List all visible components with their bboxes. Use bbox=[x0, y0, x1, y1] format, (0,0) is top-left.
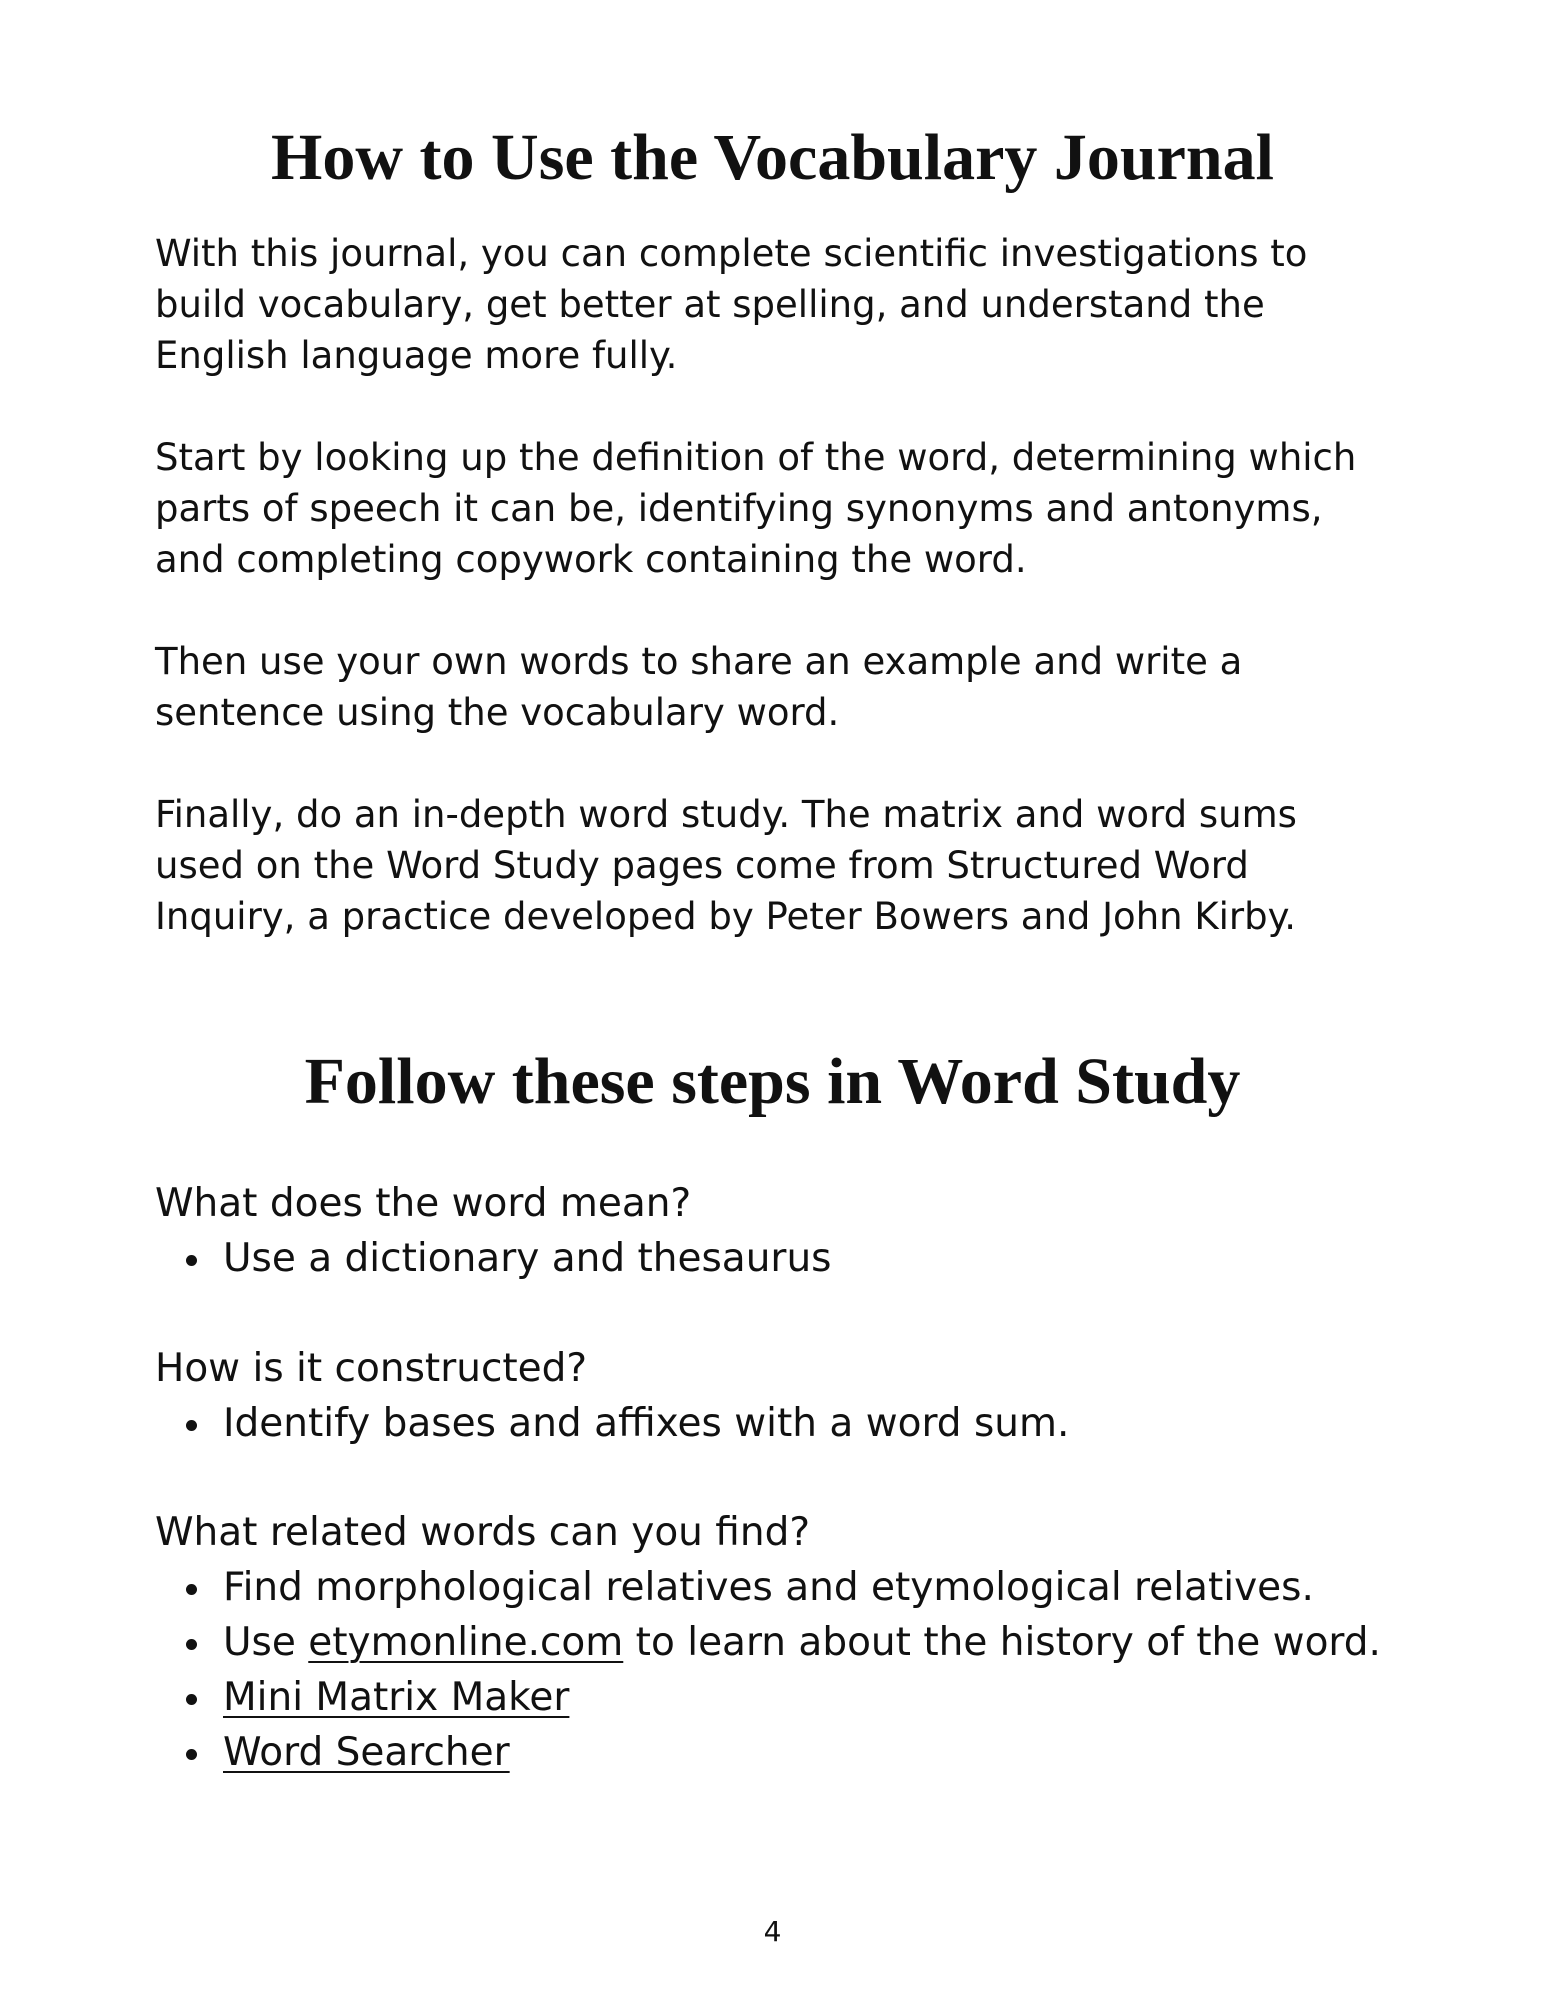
list-item bbox=[155, 1725, 1395, 1780]
section-title: Follow these steps in Word Study bbox=[304, 1045, 1241, 1118]
page-title: How to Use the Vocabulary Journal bbox=[271, 121, 1274, 194]
list-item-text: Use a dictionary and thesaurus bbox=[223, 1236, 832, 1281]
page-number: 4 bbox=[763, 1915, 782, 1948]
intro-paragraph: With this journal, you can complete scientific investigations to build vocabulary, get better at spelling, and understand the English language more fully. bbox=[155, 232, 1308, 377]
step-question: What related words can you find? bbox=[155, 1510, 811, 1555]
intro-paragraph: Then use your own words to share an example and write a sentence using the vocabulary word. bbox=[155, 640, 1243, 734]
step-question: What does the word mean? bbox=[155, 1181, 692, 1226]
mini-matrix-maker-link[interactable]: Mini Matrix Maker bbox=[223, 1675, 570, 1720]
list-item bbox=[155, 1231, 1395, 1286]
list-item-text: Find morphological relatives and etymological relatives. bbox=[223, 1565, 1314, 1610]
list-item-text-after: to learn about the history of the word. bbox=[623, 1620, 1381, 1665]
list-item bbox=[155, 1560, 1395, 1615]
list-item-text-before: Use bbox=[223, 1620, 309, 1665]
etymonline-link[interactable]: etymonline.com bbox=[308, 1620, 624, 1665]
step-bullet-list bbox=[155, 1231, 1395, 1286]
step-bullet-list bbox=[155, 1560, 1395, 1780]
list-item bbox=[155, 1670, 1395, 1725]
word-searcher-link[interactable]: Word Searcher bbox=[223, 1730, 510, 1775]
bullet-icon bbox=[186, 1749, 197, 1760]
list-item bbox=[155, 1615, 1395, 1670]
bullet-icon bbox=[186, 1639, 197, 1650]
step-bullet-list bbox=[155, 1396, 1395, 1451]
list-item bbox=[155, 1396, 1395, 1451]
list-item-text: Identify bases and affixes with a word sum. bbox=[223, 1401, 1070, 1446]
intro-paragraph: Start by looking up the definition of the word, determining which parts of speech it can be, identifying synonyms and antonyms, and completing copywork containing the word. bbox=[155, 436, 1357, 581]
bullet-icon bbox=[186, 1694, 197, 1705]
step-question: How is it constructed? bbox=[155, 1346, 588, 1391]
bullet-icon bbox=[186, 1255, 197, 1266]
intro-paragraph: Finally, do an in-depth word study. The matrix and word sums used on the Word Study pages come from Structured Word Inquiry, a practice developed by Peter Bowers and John Kirby. bbox=[155, 793, 1297, 938]
bullet-icon bbox=[186, 1420, 197, 1431]
bullet-icon bbox=[186, 1584, 197, 1595]
